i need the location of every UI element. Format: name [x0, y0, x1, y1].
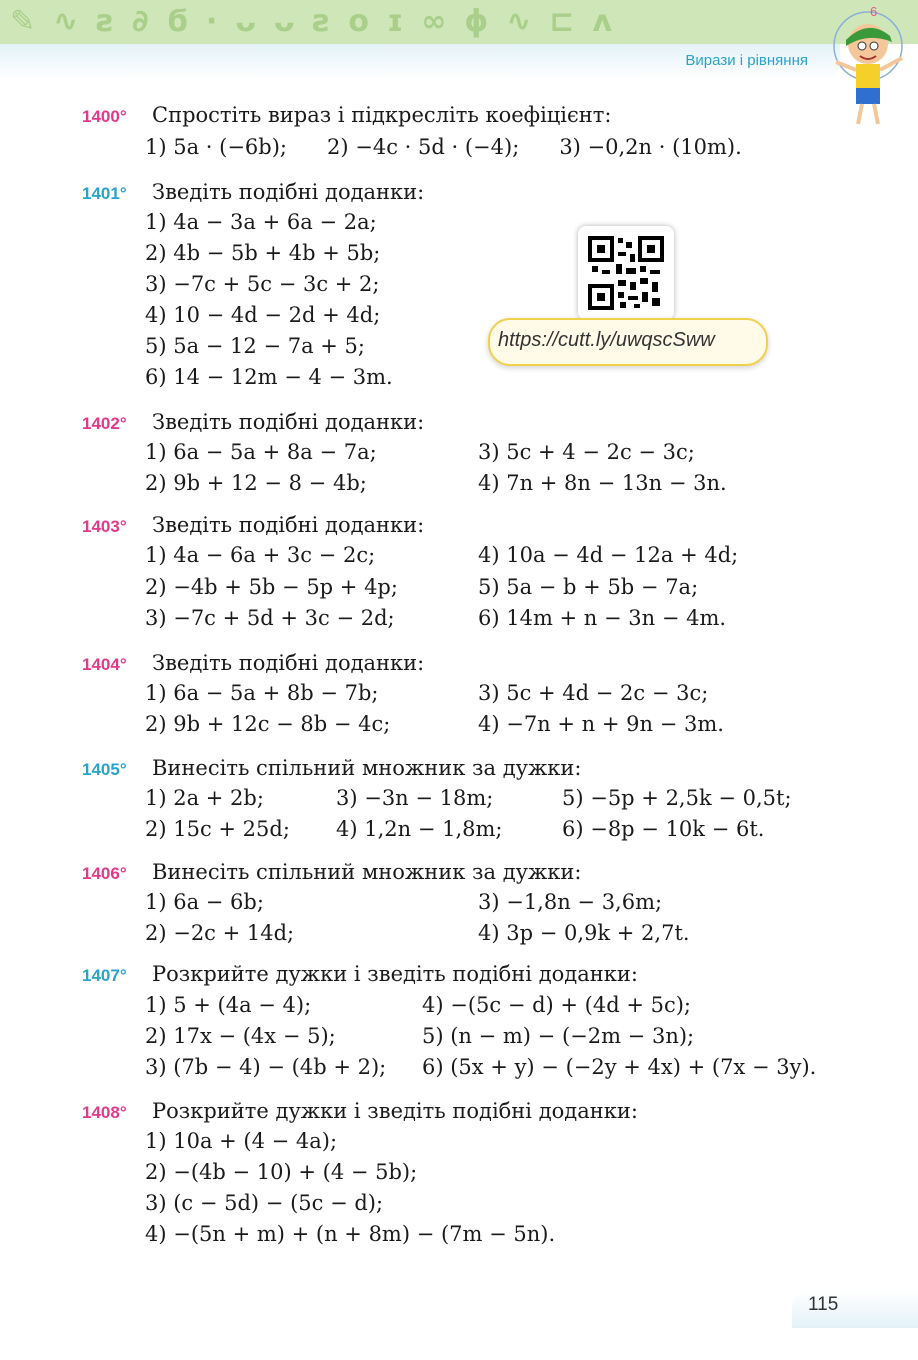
problem-number-1402: 1402° [82, 414, 127, 433]
problem-number-1408: 1408° [82, 1103, 127, 1122]
problem-1404-line-1: 1) 6a − 5a + 8b − 7b; [145, 681, 379, 705]
problem-1403-line-1: 1) 4a − 6a + 3c − 2c; [145, 543, 376, 567]
problem-1407-line-1: 1) 5 + (4a − 4); [145, 993, 312, 1017]
problem-1403-line-6: 6) 14m + n − 3n − 4m. [478, 606, 727, 630]
problem-1407-line-6: 6) (5x + y) − (−2y + 4x) + (7x − 3y). [422, 1055, 817, 1079]
problem-1405-line-1: 1) 2a + 2b; [145, 786, 264, 810]
qr-code-card[interactable] [578, 226, 674, 320]
problem-1401-line-5: 5) 5a − 12 − 7a + 5; [145, 334, 365, 358]
problem-1406-line-2: 2) −2c + 14d; [145, 921, 295, 945]
problem-1403-line-4: 4) 10a − 4d − 12a + 4d; [478, 543, 739, 567]
problem-1402-line-1: 1) 6a − 5a + 8a − 7a; [145, 440, 377, 464]
problem-1405-line-2: 2) 15c + 25d; [145, 817, 290, 841]
problem-1404-line-4: 4) −7n + n + 9n − 3m. [478, 712, 724, 736]
mascot-number: 6 [870, 4, 878, 19]
problem-1403-line-3: 3) −7c + 5d + 3c − 2d; [145, 606, 395, 630]
decorative-numbers-strip: ✎∿ƨ∂ϭ·ᴗᴗƨoɪ∞ɸ∿⊏ʌ [10, 4, 631, 39]
problem-1401-line-6: 6) 14 − 12m − 4 − 3m. [145, 365, 393, 389]
problem-1408-line-3: 3) (c − 5d) − (5c − d); [145, 1191, 384, 1215]
problem-1406-line-4: 4) 3p − 0,9k + 2,7t. [478, 921, 690, 945]
problem-1407-text: Розкрийте дужки і зведіть подібні доданки: [152, 962, 638, 986]
problem-number-1400: 1400° [82, 107, 127, 126]
problem-1405-line-6: 6) −8p − 10k − 6t. [562, 817, 765, 841]
problem-1404-line-3: 3) 5c + 4d − 2c − 3c; [478, 681, 709, 705]
problem-1408-text: Розкрийте дужки і зведіть подібні доданки: [152, 1099, 638, 1123]
problem-1408-line-2: 2) −(4b − 10) + (4 − 5b); [145, 1160, 418, 1184]
problem-1403-line-2: 2) −4b + 5b − 5p + 4p; [145, 575, 398, 599]
problem-number-1405: 1405° [82, 760, 127, 779]
problem-1405-line-3: 3) −3n − 18m; [336, 786, 494, 810]
problem-1407-line-3: 3) (7b − 4) − (4b + 2); [145, 1055, 387, 1079]
problem-number-1407: 1407° [82, 966, 127, 985]
problem-1406-line-3: 3) −1,8n − 3,6m; [478, 890, 663, 914]
problem-1401-line-1: 1) 4a − 3a + 6a − 2a; [145, 210, 377, 234]
problem-1403-text: Зведіть подібні доданки: [152, 513, 425, 537]
problem-1405-line-4: 4) 1,2n − 1,8m; [336, 817, 503, 841]
problem-1405-line-5: 5) −5p + 2,5k − 0,5t; [562, 786, 792, 810]
problem-1402-line-3: 3) 5c + 4 − 2c − 3c; [478, 440, 695, 464]
problem-1401-line-4: 4) 10 − 4d − 2d + 4d; [145, 303, 381, 327]
problem-1403-line-5: 5) 5a − b + 5b − 7a; [478, 575, 699, 599]
problem-1400-line-1: 1) 5a · (−6b); 2) −4c · 5d · (−4); 3) −0,2n · (10m). [145, 135, 742, 159]
problem-1400-text: Спростіть вираз і підкресліть коефіцієнт: [152, 103, 612, 127]
problem-1406-text: Винесіть спільний множник за дужки: [152, 860, 582, 884]
problem-number-1401: 1401° [82, 184, 127, 203]
problem-1407-line-4: 4) −(5c − d) + (4d + 5c); [422, 993, 692, 1017]
qr-code-icon [578, 226, 674, 320]
problem-number-1406: 1406° [82, 864, 127, 883]
problem-number-1404: 1404° [82, 655, 127, 674]
problem-number-1403: 1403° [82, 517, 127, 536]
problem-1404-text: Зведіть подібні доданки: [152, 651, 425, 675]
problem-1402-line-2: 2) 9b + 12 − 8 − 4b; [145, 471, 367, 495]
problem-1401-line-2: 2) 4b − 5b + 4b + 5b; [145, 241, 381, 265]
problem-1401-text: Зведіть подібні доданки: [152, 180, 425, 204]
problem-1407-line-5: 5) (n − m) − (−2m − 3n); [422, 1024, 695, 1048]
problem-1405-text: Винесіть спільний множник за дужки: [152, 756, 582, 780]
page-number: 115 [808, 1294, 839, 1315]
section-title: Вирази і рівняння [685, 52, 808, 69]
problem-1408-line-4: 4) −(5n + m) + (n + 8m) − (7m − 5n). [145, 1222, 556, 1246]
top-banner [0, 0, 918, 44]
problem-1406-line-1: 1) 6a − 6b; [145, 890, 264, 914]
problem-1401-line-3: 3) −7c + 5c − 3c + 2; [145, 272, 380, 296]
problem-1407-line-2: 2) 17x − (4x − 5); [145, 1024, 336, 1048]
problem-1402-line-4: 4) 7n + 8n − 13n − 3n. [478, 471, 727, 495]
mascot-illustration [818, 0, 918, 130]
qr-url-link[interactable]: https://cutt.ly/uwqscSww [498, 329, 715, 351]
problem-1404-line-2: 2) 9b + 12c − 8b − 4c; [145, 712, 391, 736]
problem-1402-text: Зведіть подібні доданки: [152, 410, 425, 434]
problem-1408-line-1: 1) 10a + (4 − 4a); [145, 1129, 338, 1153]
